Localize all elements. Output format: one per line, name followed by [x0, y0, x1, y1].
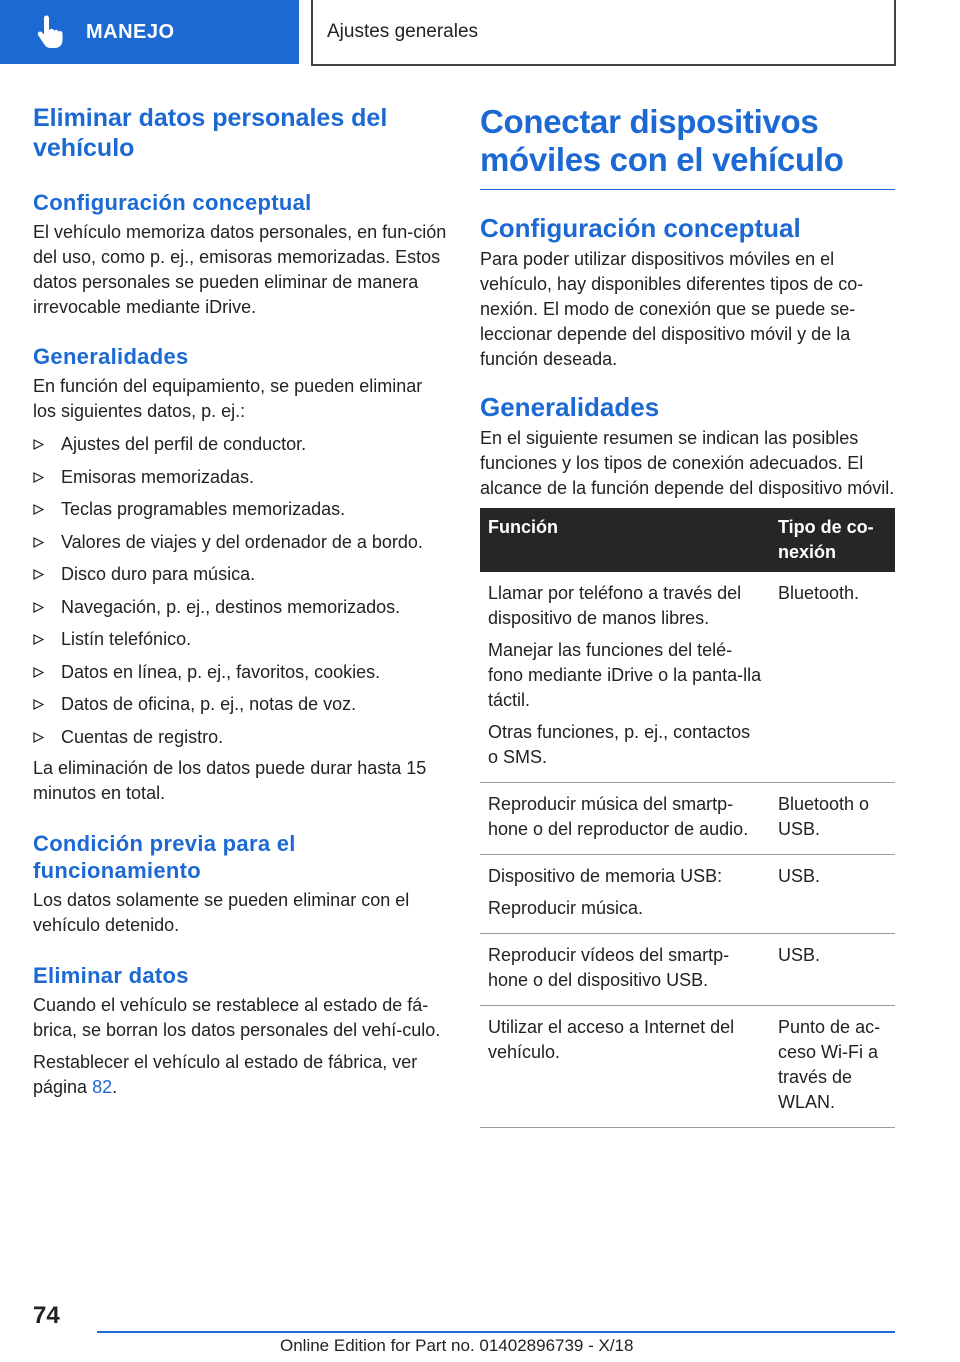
triangle-bullet-icon [33, 530, 61, 555]
list-item: Navegación, p. ej., destinos memorizados. [33, 595, 447, 620]
triangle-bullet-icon [33, 595, 61, 620]
title-rule [480, 189, 895, 190]
list-item: Emisoras memorizadas. [33, 465, 447, 490]
list-item: Datos en línea, p. ej., favoritos, cookies. [33, 660, 447, 685]
right-title: Conectar dispositivos móviles con el vehículo [480, 103, 844, 178]
footer-rule [97, 1331, 895, 1333]
table-cell-connection: Bluetooth o USB. [770, 783, 895, 855]
right-heading-concept: Configuración conceptual [480, 213, 801, 243]
table-cell-function: Utilizar el acceso a Internet del vehículo. [480, 1006, 770, 1128]
triangle-bullet-icon [33, 692, 61, 717]
right-heading-general: Generalidades [480, 392, 660, 422]
triangle-bullet-icon [33, 432, 61, 457]
left-heading-concept: Configuración conceptual [33, 190, 312, 215]
triangle-bullet-icon [33, 562, 61, 587]
section-title-box [311, 0, 896, 66]
table-cell-connection: Bluetooth. [770, 572, 895, 783]
table-cell-function: Llamar por teléfono a través del dispositivo de manos libres. Manejar las funciones del telé-fono mediante iDrive o la panta-lla táctil. Otras funciones, p. ej., contactos o SMS. [480, 572, 770, 783]
right-concept-text: Para poder utilizar dispositivos móviles en el vehículo, hay disponibles diferentes tipos de co-nexión. El modo de conexión que se puede se-leccionar depende del dispositivo móvil y de la función deseada. [480, 249, 864, 369]
table-cell-function: Reproducir música del smartp-hone o del reproductor de audio. [480, 783, 770, 855]
left-general-intro: En función del equipamiento, se pueden eliminar los siguientes datos, p. ej.: [33, 376, 423, 421]
right-general-text: En el siguiente resumen se indican las posibles funciones y los tipos de conexión adecuados. El alcance de la función depende del dispositivo móvil. [480, 428, 895, 498]
table-cell-connection: Punto de ac-ceso Wi-Fi a través de WLAN. [770, 1006, 895, 1128]
list-item: Listín telefónico. [33, 627, 447, 652]
table-row [480, 572, 895, 783]
page-link[interactable]: 82 [92, 1077, 113, 1097]
list-item: Ajustes del perfil de conductor. [33, 432, 447, 457]
page-number: 74 [33, 1302, 60, 1329]
list-item: Teclas programables memorizadas. [33, 497, 447, 522]
table-cell-function: Dispositivo de memoria USB: Reproducir música. [480, 855, 770, 934]
table-cell-connection: USB. [770, 934, 895, 1006]
chapter-label: MANEJO [86, 20, 175, 43]
triangle-bullet-icon [33, 627, 61, 652]
chapter-tab[interactable] [0, 0, 299, 64]
left-delete-text: Cuando el vehículo se restablece al estado de fá-brica, se borran los datos personales del vehí-culo. [33, 995, 441, 1040]
left-heading-general: Generalidades [33, 344, 189, 369]
left-title: Eliminar datos personales del vehículo [33, 104, 388, 162]
triangle-bullet-icon [33, 725, 61, 750]
right-column [480, 100, 895, 1128]
connection-table [480, 508, 895, 1128]
edition-text: Online Edition for Part no. 01402896739 - X/18 [280, 1336, 634, 1355]
left-general-outro: La eliminación de los datos puede durar hasta 15 minutos en total. [33, 758, 427, 803]
left-heading-delete: Eliminar datos [33, 963, 189, 988]
table-cell-connection: USB. [770, 855, 895, 934]
table-header-connection: Tipo de co-nexión [770, 508, 895, 572]
left-concept-text: El vehículo memoriza datos personales, en fun-ción del uso, como p. ej., emisoras memorizadas. Estos datos personales se pueden eliminar de manera irrevocable mediante iDrive. [33, 222, 447, 317]
left-reset-text: Restablecer el vehículo al estado de fábrica, ver página 82. [33, 1052, 418, 1097]
section-title: Ajustes generales [327, 21, 479, 42]
left-heading-precondition: Condición previa para el funcionamiento [33, 831, 296, 883]
table-header-function: Función [480, 508, 770, 572]
table-row [480, 783, 895, 855]
table-row [480, 1006, 895, 1128]
table-header-row [480, 508, 895, 572]
triangle-bullet-icon [33, 465, 61, 490]
data-list [33, 432, 447, 750]
list-item: Datos de oficina, p. ej., notas de voz. [33, 692, 447, 717]
list-item: Valores de viajes y del ordenador de a bordo. [33, 530, 447, 555]
list-item: Cuentas de registro. [33, 725, 447, 750]
left-column [33, 100, 447, 1100]
triangle-bullet-icon [33, 497, 61, 522]
triangle-bullet-icon [33, 660, 61, 685]
hand-pointer-icon [30, 12, 70, 52]
table-row [480, 934, 895, 1006]
table-cell-function: Reproducir vídeos del smartp-hone o del dispositivo USB. [480, 934, 770, 1006]
left-precondition-text: Los datos solamente se pueden eliminar con el vehículo detenido. [33, 890, 410, 935]
table-row [480, 855, 895, 934]
list-item: Disco duro para música. [33, 562, 447, 587]
